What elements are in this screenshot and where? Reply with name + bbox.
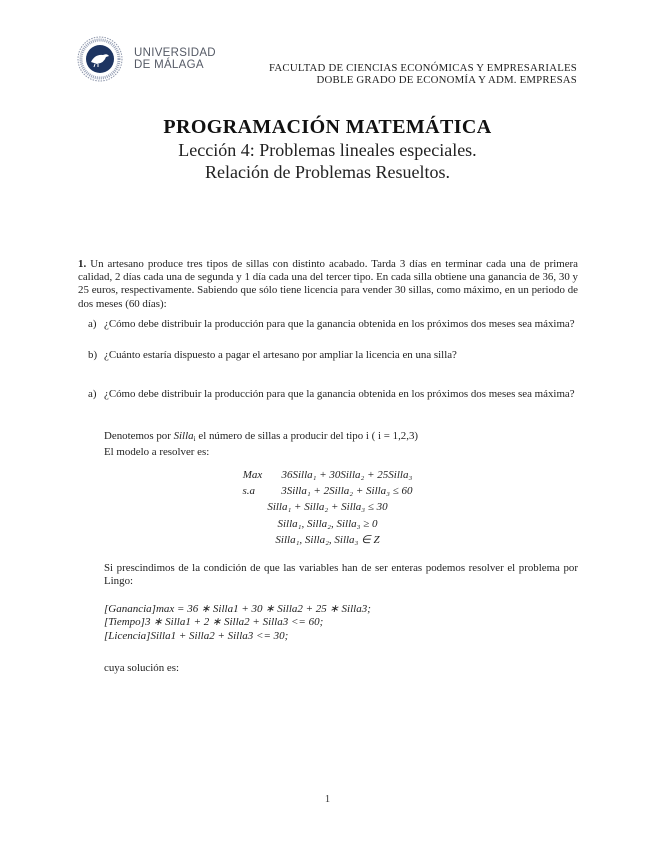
constraint: Silla₁, Silla₂, Silla₃ ≥ 0	[277, 517, 378, 530]
lingo-intro: Si prescindimos de la condición de que las variables han de ser enteras podemos resolver el problema por Lingo:	[104, 562, 578, 588]
lingo-code	[104, 603, 371, 643]
solution-question-a	[88, 388, 578, 401]
lp-model	[0, 467, 655, 548]
question-text: ¿Cómo debe distribuir la producción para que la ganancia obtenida en los próximos dos meses sea máxima?	[104, 318, 575, 330]
question-label: a)	[88, 388, 97, 400]
variable-definition	[104, 430, 578, 445]
page-number: 1	[324, 794, 331, 805]
variable-name: Silla$_i$	[173, 430, 196, 443]
university-name	[134, 47, 216, 71]
university-seal-icon	[77, 36, 123, 82]
problem-statement	[78, 258, 578, 311]
question-text: ¿Cuánto estaría dispuesto a pagar el artesano por ampliar la licencia en una silla?	[104, 349, 457, 361]
denote-suffix: el número de sillas a producir del tipo i ( i = 1,2,3)	[195, 430, 419, 442]
faculty-line-1: FACULTAD DE CIENCIAS ECONÓMICAS Y EMPRESARIALES	[269, 62, 577, 74]
subject-to-lead: s.a	[242, 485, 255, 498]
page-title: PROGRAMACIÓN MATEMÁTICA	[163, 116, 492, 138]
question-a	[88, 318, 578, 331]
objective-lead: Max	[242, 469, 263, 481]
question-text: ¿Cómo debe distribuir la producción para que la ganancia obtenida en los próximos dos meses sea máxima?	[104, 388, 575, 400]
title-block	[0, 115, 655, 183]
faculty-header	[269, 63, 577, 86]
constraint: Silla₁ + Silla₂ + Silla₃ ≤ 30	[267, 501, 388, 514]
problem-number: 1.	[78, 258, 87, 270]
lingo-line: [Tiempo]3 ∗ Silla1 + 2 ∗ Silla2 + Silla3 <= 60;	[104, 616, 324, 629]
model-intro: El modelo a resolver es:	[104, 446, 210, 458]
objective-row	[0, 467, 655, 483]
question-label: a)	[88, 318, 97, 330]
solution-intro: cuya solución es:	[104, 662, 180, 674]
denote-prefix: Denotemos por	[104, 430, 174, 442]
objective-function: 36Silla₁ + 30Silla₂ + 25Silla₃	[281, 469, 413, 481]
question-label: b)	[88, 349, 98, 361]
problem-text: Un artesano produce tres tipos de sillas con distinto acabado. Tarda 3 días en terminar cada una de primera calidad, 2 días cada una de segunda y 1 día cada una del tercer tipo. En cada silla obtiene una ganancia de 36, 30 y 25 euros, respectivamente. Sabiendo que sólo tiene licencia para vender 30 sillas, como máximo, en un periodo de dos meses (60 días):	[78, 258, 578, 310]
constraint-row	[0, 483, 655, 499]
university-line-1: UNIVERSIDAD	[134, 47, 216, 59]
constraint: 3Silla₁ + 2Silla₂ + Silla₃ ≤ 60	[281, 485, 413, 498]
lesson-title: Lección 4: Problemas lineales especiales.	[178, 140, 477, 160]
question-b	[88, 349, 578, 362]
constraint: Silla₁, Silla₂, Silla₃ ∈ Z	[275, 533, 380, 546]
document-subtitle: Relación de Problemas Resueltos.	[205, 162, 450, 182]
faculty-line-2: DOBLE GRADO DE ECONOMÍA Y ADM. EMPRESAS	[316, 73, 577, 86]
lingo-line: [Ganancia]max = 36 ∗ Silla1 + 30 ∗ Silla2 + 25 ∗ Silla3;	[104, 603, 371, 615]
lingo-line: [Licencia]Silla1 + Silla2 + Silla3 <= 30;	[104, 629, 289, 642]
university-line-2: DE MÁLAGA	[134, 59, 204, 71]
